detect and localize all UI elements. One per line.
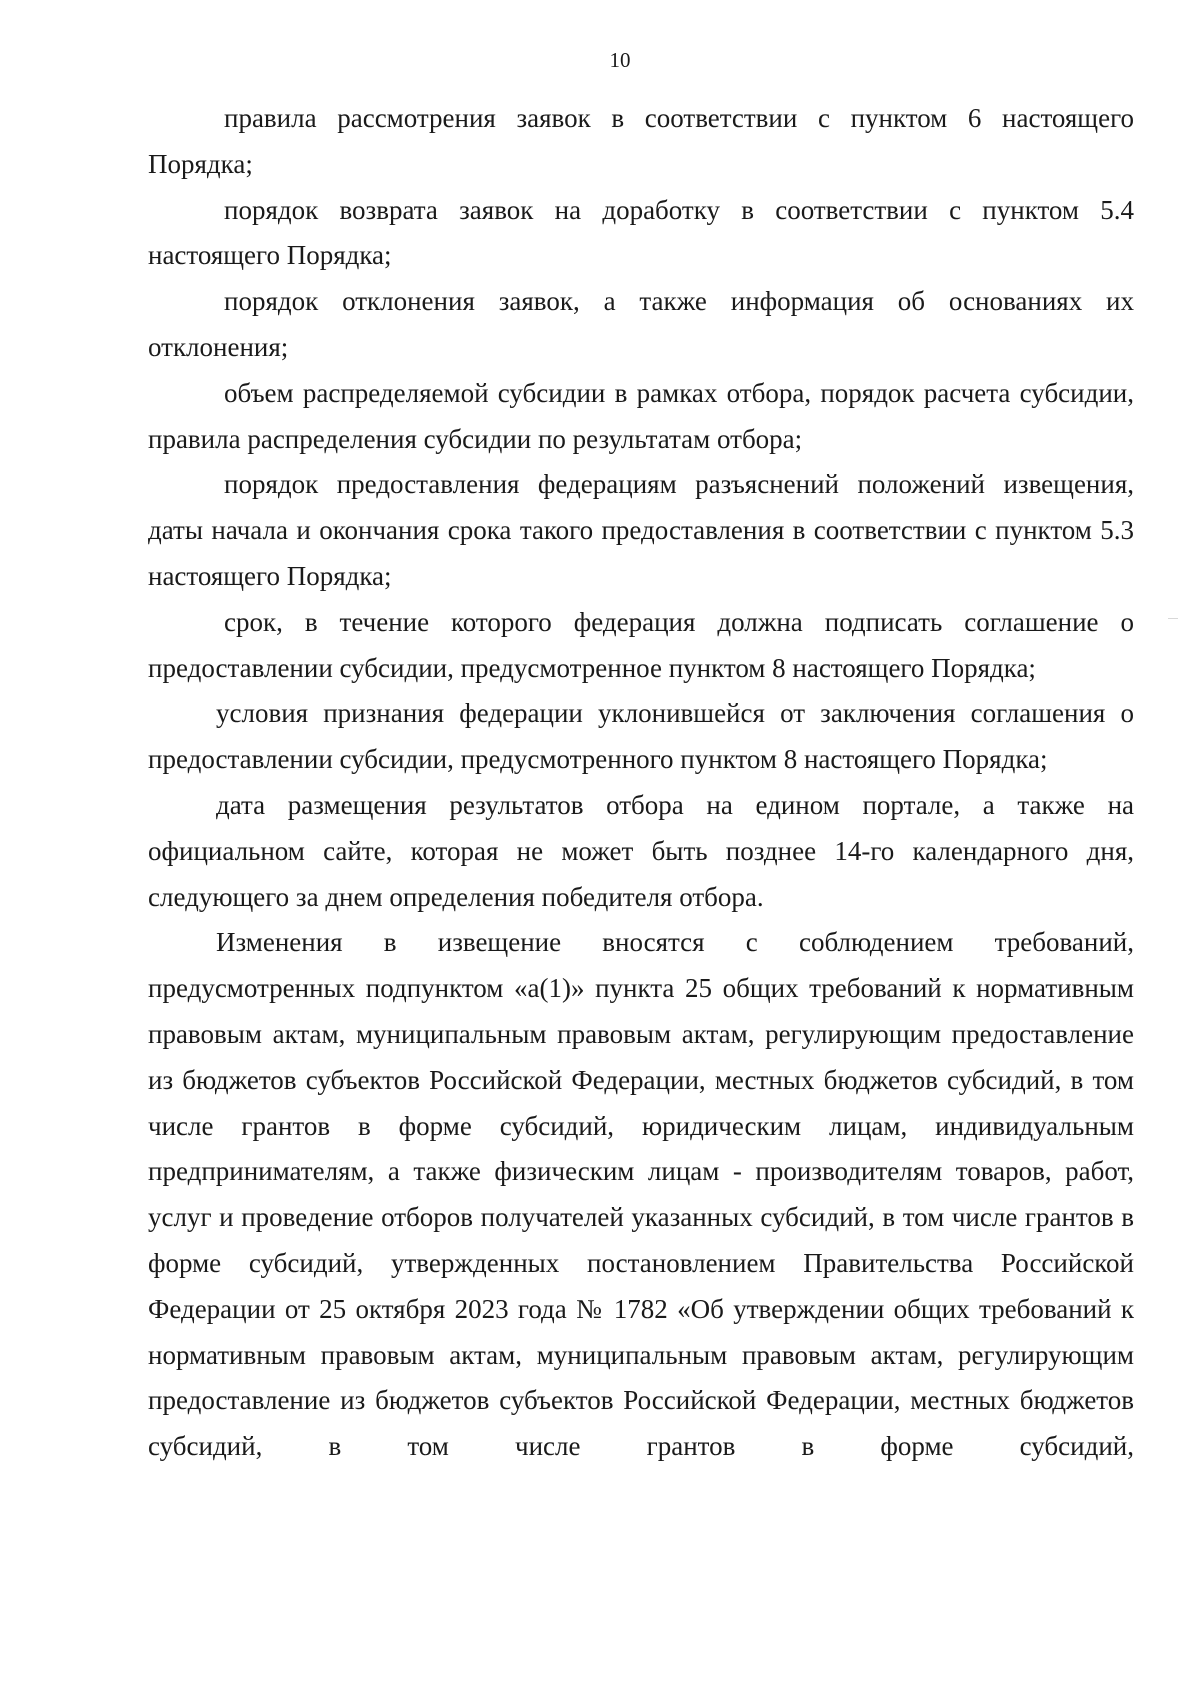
- scan-artifact: [1168, 618, 1178, 619]
- paragraph-subsidy-volume: объем распределяемой субсидии в рамках отбора, порядок расчета субсидии, правила распределения субсидии по результатам отбора;: [148, 377, 1134, 454]
- paragraph-notice-changes: Изменения в извещение вносятся с соблюдением требований, предусмотренных подпунктом «а(1)» пункта 25 общих требований к нормативным правовым актам, муниципальным правовым актам, регулирующим предоставление из бюджетов субъектов Российской Федерации, местных бюджетов субсидий, в том числе грантов в форме субсидий, юридическим лицам, индивидуальным предпринимателям, а также физическим лицам - производителям товаров, работ, услуг и проведение отборов получателей указанных субсидий, в том числе грантов в форме субсидий, утвержденных постановлением Правительства Российской Федерации от 25 октября 2023 года № 1782 «Об утверждении общих требований к нормативным правовым актам, муниципальным правовым актам, регулирующим предоставление из бюджетов субъектов Российской Федерации, местных бюджетов субсидий, в том числе грантов в форме субсидий,: [148, 927, 1134, 1462]
- paragraph-rejection-procedure: порядок отклонения заявок, а также информация об основаниях их отклонения;: [148, 286, 1134, 362]
- paragraph-return-procedure: порядок возврата заявок на доработку в соответствии с пунктом 5.4 настоящего Порядка;: [148, 194, 1134, 271]
- page-number: 10: [609, 48, 631, 72]
- paragraph-review-rules: правила рассмотрения заявок в соответствии с пунктом 6 настоящего Порядка;: [148, 103, 1134, 179]
- paragraph-results-publication: дата размещения результатов отбора на едином портале, а также на официальном сайте, которая не может быть позднее 14-го календарного дня, следующего за днем определения победителя отбора.: [148, 789, 1134, 912]
- paragraph-signing-term: срок, в течение которого федерация должна подписать соглашение о предоставлении субсидии, предусмотренное пунктом 8 настоящего Порядка;: [148, 606, 1134, 683]
- paragraph-evasion-conditions: условия признания федерации уклонившейся от заключения соглашения о предоставлении субсидии, предусмотренного пунктом 8 настоящего Порядка;: [148, 698, 1134, 775]
- document-body: [148, 96, 1134, 1470]
- paragraph-clarifications: порядок предоставления федерациям разъяснений положений извещения, даты начала и окончания срока такого предоставления в соответствии с пунктом 5.3 настоящего Порядка;: [148, 469, 1134, 591]
